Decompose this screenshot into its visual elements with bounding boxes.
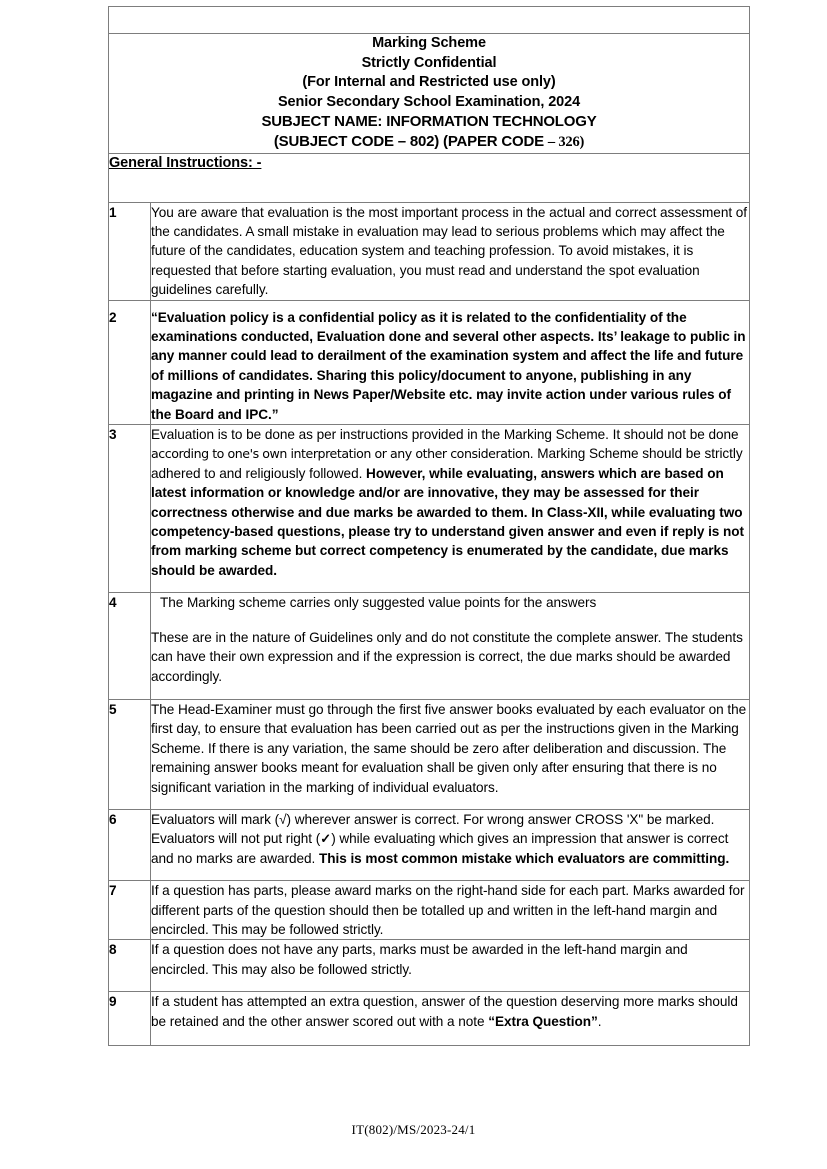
instruction-body-6 <box>151 809 750 880</box>
instruction-number-7: 7 <box>109 881 151 940</box>
instruction-row-6 <box>109 809 750 880</box>
instruction-9-part-b: “Extra Question” <box>488 1013 598 1029</box>
title-line-codes <box>109 132 749 153</box>
subject-code-value: – 802) (PAPER CODE <box>397 132 548 150</box>
title-line-subject-name: SUBJECT NAME: INFORMATION TECHNOLOGY <box>261 113 597 131</box>
instruction-number-9: 9 <box>109 992 151 1046</box>
instruction-text-2: “Evaluation policy is a confidential policy as it is related to the confidentiality of the examinations conducted, Evaluation done and several other aspects. Its’ leakage to public in any manner could lead to derailment of the examination system and affect the life and future of millions of candidates. Sharing this policy/document to anyone, publishing in any magazine and printing in News Paper/Website etc. may invite action under various rules of the Board and IPC.” <box>151 309 746 422</box>
spacer-cell <box>109 7 750 34</box>
instruction-row-8 <box>109 940 750 992</box>
instruction-4-para-2: These are in the nature of Guidelines only and do not constitute the complete answer. The students can have their own expression and if the expression is correct, the due marks should be awarded accordingly. <box>151 629 743 684</box>
instruction-number-1: 1 <box>109 202 151 300</box>
instruction-row-3 <box>109 425 750 593</box>
instruction-number-4: 4 <box>109 593 151 700</box>
instruction-3-part-b: according to one's own interpretation or any other consideration <box>151 446 530 462</box>
instruction-3-part-d: However, while evaluating, answers which are based on latest information or knowledge and/or are innovative, they may be assessed for their correctness otherwise and due marks be awarded to them. In Class-XII, while evaluating two competency-based questions, please try to understand given answer and even if reply is not from marking scheme but correct competency is enumerated by the candidate, due marks should be awarded. <box>151 465 745 578</box>
spacer-row <box>109 7 750 34</box>
instruction-number-2: 2 <box>109 300 151 424</box>
instruction-text-5: The Head-Examiner must go through the first five answer books evaluated by each evaluator on the first day, to ensure that evaluation has been carried out as per the instructions given in the Marking Scheme. If there is any variation, the same should be zero after deliberation and discussion. The remaining answer books meant for evaluation shall be given only after ensuring that there is no significant variation in the marking of individual evaluators. <box>151 701 747 795</box>
instruction-text-1: You are aware that evaluation is the most important process in the actual and correct assessment of the candidates. A small mistake in evaluation may lead to serious problems which may affect the future of the candidates, education system and teaching profession. To avoid mistakes, it is requested that before starting evaluation, you must read and understand the spot evaluation guidelines carefully. <box>151 204 748 298</box>
instruction-6-part-a: Evaluators will mark ( <box>151 811 280 827</box>
instruction-row-2 <box>109 300 750 424</box>
instruction-number-8: 8 <box>109 940 151 992</box>
instruction-6-part-c: ) while evaluating which gives an impression that answer is correct and no marks are awarded. <box>151 831 729 866</box>
instruction-body-4 <box>151 593 750 700</box>
general-instructions-heading: General Instructions: - <box>109 154 262 171</box>
page-footer: IT(802)/MS/2023-24/1 <box>351 1122 476 1137</box>
title-row <box>109 34 750 154</box>
instruction-number-3: 3 <box>109 425 151 593</box>
instruction-4-para-1: The Marking scheme carries only suggested value points for the answers <box>160 595 597 611</box>
instruction-number-6: 6 <box>109 809 151 880</box>
instruction-6-part-d: This is most common mistake which evaluators are committing. <box>318 850 730 866</box>
instruction-body-2 <box>151 300 750 424</box>
marking-scheme-table <box>108 6 750 1046</box>
general-instructions-row <box>109 153 750 202</box>
instruction-text-7: If a question has parts, please award marks on the right-hand side for each part. Marks awarded for different parts of the question should then be totalled up and written in the left-hand margin and encircled. This may be followed strictly. <box>151 883 745 937</box>
title-cell <box>109 34 750 154</box>
instruction-text-6 <box>151 810 749 868</box>
title-line-marking-scheme: Marking Scheme <box>372 35 486 51</box>
title-line-examination: Senior Secondary School Examination, 2024 <box>277 93 581 110</box>
instruction-row-5 <box>109 699 750 809</box>
title-line-strictly-confidential: Strictly Confidential <box>361 54 497 71</box>
instruction-row-9 <box>109 992 750 1046</box>
instruction-body-9 <box>151 992 750 1046</box>
instruction-text-8: If a question does not have any parts, marks must be awarded in the left-hand margin and encircled. This may also be followed strictly. <box>151 942 688 977</box>
general-instructions-cell <box>109 153 750 202</box>
instruction-text-9 <box>151 992 749 1031</box>
instruction-6-part-b: ) wherever answer is correct. For wrong answer CROSS 'X" be marked. Evaluators will not put right ( <box>151 811 715 847</box>
heavy-checkmark-icon: ✓ <box>320 831 332 847</box>
title-line-internal-use: (For Internal and Restricted use only) <box>302 74 556 91</box>
instruction-body-5 <box>151 699 750 809</box>
instruction-row-7 <box>109 881 750 940</box>
instruction-body-8 <box>151 940 750 992</box>
radical-tick-icon: √ <box>279 811 287 827</box>
instruction-3-part-a: Evaluation is to be done as per instructions provided in the Marking Scheme. It should not be done <box>151 427 739 443</box>
instruction-row-4 <box>109 593 750 700</box>
instruction-3-part-c: . Marking Scheme should be strictly adhered to and religiously followed. <box>151 446 743 481</box>
instruction-row-1 <box>109 202 750 300</box>
instruction-number-5: 5 <box>109 699 151 809</box>
instruction-9-part-a: If a student has attempted an extra question, answer of the question deserving more marks should be retained and the other answer scored out with a note <box>151 994 738 1029</box>
instruction-body-3 <box>151 425 750 593</box>
instruction-body-7 <box>151 881 750 940</box>
instruction-body-1 <box>151 202 750 300</box>
paper-code-value: – 326) <box>547 133 585 150</box>
instruction-9-part-c: . <box>597 1013 602 1029</box>
instruction-text-3 <box>151 425 749 580</box>
subject-code-prefix: (SUBJECT CODE <box>273 132 398 150</box>
